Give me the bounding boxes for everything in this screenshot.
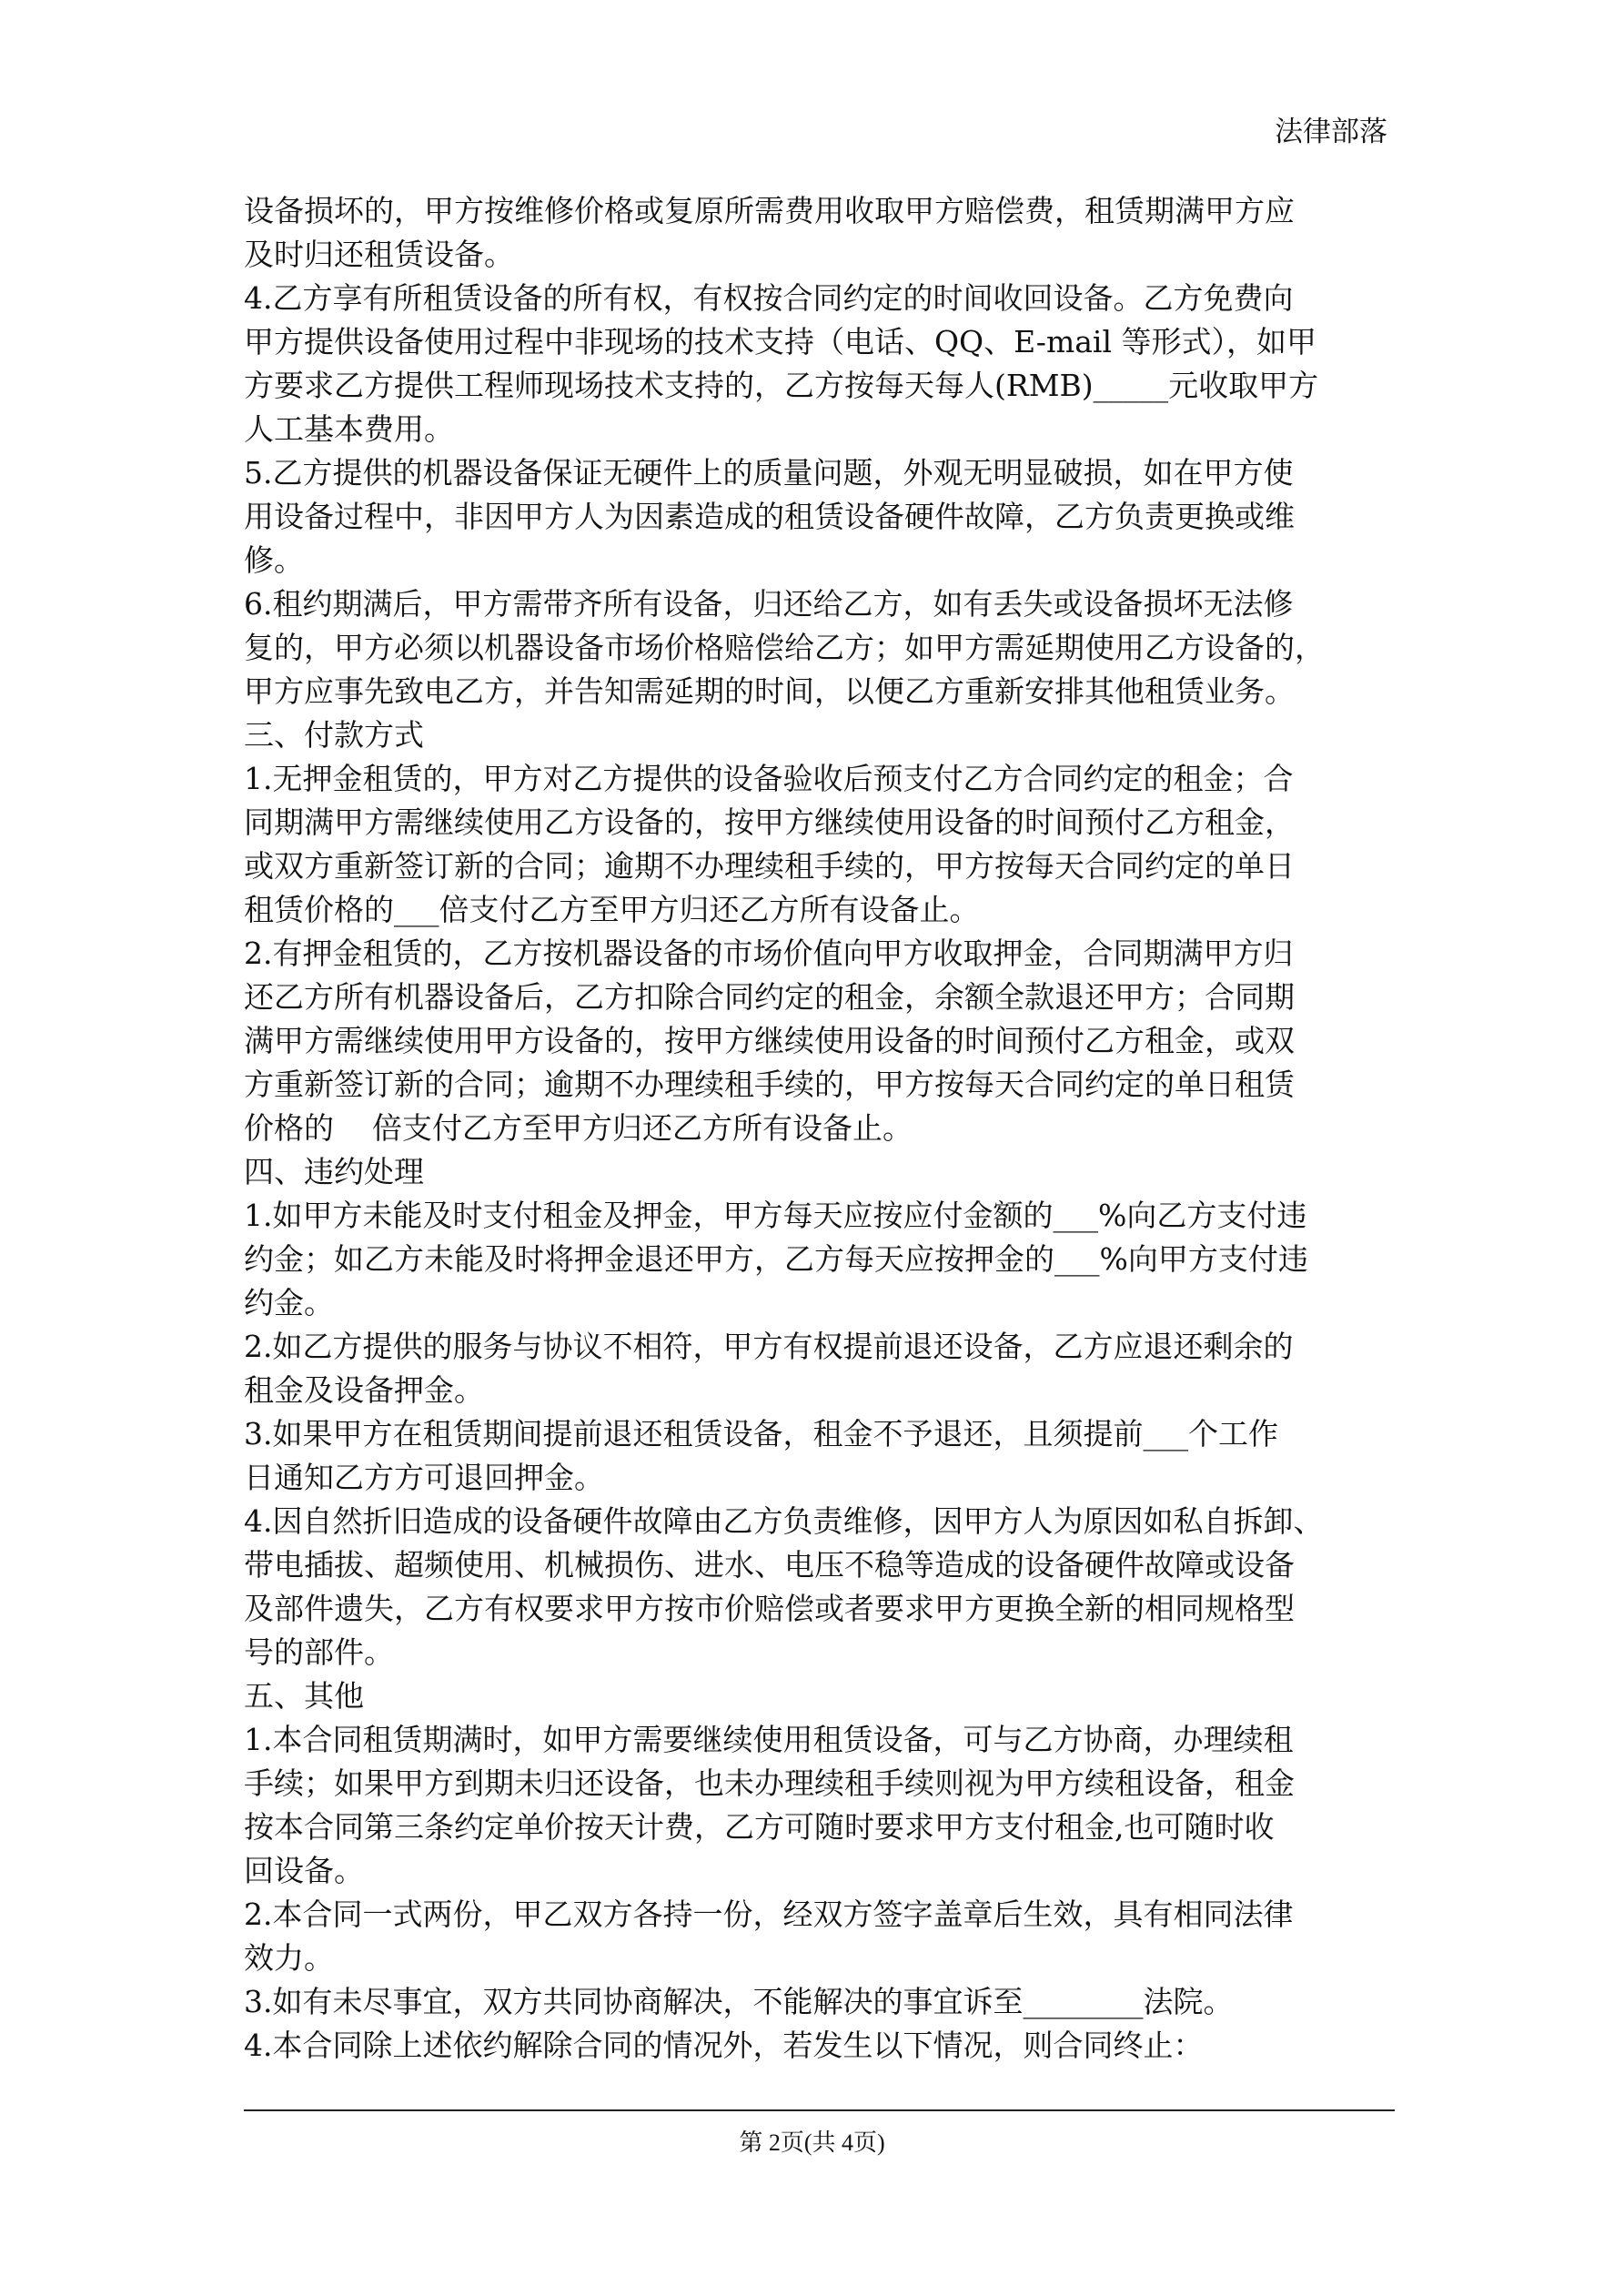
text-line: 1.本合同租赁期满时，如甲方需要继续使用租赁设备，可与乙方协商，办理续租 xyxy=(244,1722,1294,1757)
text-line: 3.如有未尽事宜，双方共同协商解决，不能解决的事宜诉至________法院。 xyxy=(244,1984,1234,2019)
text-line: 4.因自然折旧造成的设备硬件故障由乙方负责维修，因甲方人为原因如私自拆卸、 xyxy=(244,1503,1324,1539)
text-line: 日通知乙方方可退回押金。 xyxy=(244,1460,604,1495)
text-line: 复的，甲方必须以机器设备市场价格赔偿给乙方；如甲方需延期使用乙方设备的， xyxy=(244,630,1325,665)
text-line: 甲方应事先致电乙方，并告知需延期的时间，以便乙方重新安排其他租赁业务。 xyxy=(244,673,1295,709)
text-line: 效力。 xyxy=(244,1940,334,1976)
contract-body xyxy=(244,189,1395,2068)
text-line: 回设备。 xyxy=(244,1853,364,1888)
text-line: 约金。 xyxy=(244,1285,334,1320)
text-line: 设备损坏的，甲方按维修价格或复原所需费用收取甲方赔偿费，租赁期满甲方应 xyxy=(244,193,1295,228)
text-line: 5.乙方提供的机器设备保证无硬件上的质量问题，外观无明显破损，如在甲方使 xyxy=(244,455,1294,491)
text-line: 用设备过程中，非因甲方人为因素造成的租赁设备硬件故障，乙方负责更换或维 xyxy=(244,499,1295,534)
page-number: 第 2页(共 4页) xyxy=(739,2129,885,2156)
text-line: 修。 xyxy=(244,542,304,578)
text-line: 2.本合同一式两份，甲乙双方各持一份，经双方签字盖章后生效，具有相同法律 xyxy=(244,1896,1294,1932)
text-line: 3.如果甲方在租赁期间提前退还租赁设备，租金不予退还，且须提前___个工作 xyxy=(244,1416,1278,1451)
text-line: 4.本合同除上述依约解除合同的情况外，若发生以下情况，则合同终止： xyxy=(244,2028,1204,2063)
text-line: 人工基本费用。 xyxy=(244,411,454,447)
text-line: 同期满甲方需继续使用乙方设备的，按甲方继续使用设备的时间预付乙方租金， xyxy=(244,804,1295,840)
text-line: 甲方提供设备使用过程中非现场的技术支持（电话、QQ、E-mail 等形式），如甲 xyxy=(244,324,1317,359)
text-line: 号的部件。 xyxy=(244,1634,394,1670)
text-line: 或双方重新签订新的合同；逾期不办理续租手续的，甲方按每天合同约定的单日 xyxy=(244,848,1295,884)
text-line: 方要求乙方提供工程师现场技术支持的，乙方按每天每人(RMB)_____元收取甲方 xyxy=(244,368,1319,403)
text-line: 带电插拔、超频使用、机械损伤、进水、电压不稳等造成的设备硬件故障或设备 xyxy=(244,1547,1295,1583)
text-line: 1.如甲方未能及时支付租金及押金，甲方每天应按应付金额的___%向乙方支付违 xyxy=(244,1198,1307,1233)
header-brand: 法律部落 xyxy=(1275,116,1387,148)
section-heading: 四、违约处理 xyxy=(244,1154,424,1189)
text-line: 方重新签订新的合同；逾期不办理续租手续的，甲方按每天合同约定的单日租赁 xyxy=(244,1067,1295,1102)
text-line: 租赁价格的___倍支付乙方至甲方归还乙方所有设备止。 xyxy=(244,892,980,927)
text-line: 4.乙方享有所租赁设备的所有权，有权按合同约定的时间收回设备。乙方免费向 xyxy=(244,280,1294,316)
text-line: 手续；如果甲方到期未归还设备，也未办理续租手续则视为甲方续租设备，租金 xyxy=(244,1765,1295,1801)
text-line: 约金；如乙方未能及时将押金退还甲方，乙方每天应按押金的___%向甲方支付违 xyxy=(244,1241,1308,1277)
text-line: 6.租约期满后，甲方需带齐所有设备，归还给乙方，如有丢失或设备损坏无法修 xyxy=(244,586,1294,622)
text-line: 1.无押金租赁的，甲方对乙方提供的设备验收后预支付乙方合同约定的租金；合 xyxy=(244,761,1294,796)
text-line: 2.如乙方提供的服务与协议不相符，甲方有权提前退还设备，乙方应退还剩余的 xyxy=(244,1329,1294,1364)
footer-divider xyxy=(244,2109,1395,2111)
text-line: 及时归还租赁设备。 xyxy=(244,237,514,272)
text-line: 租金及设备押金。 xyxy=(244,1372,484,1408)
text-line: 价格的 倍支付乙方至甲方归还乙方所有设备止。 xyxy=(244,1110,913,1146)
text-line: 满甲方需继续使用甲方设备的，按甲方继续使用设备的时间预付乙方租金，或双 xyxy=(244,1023,1295,1058)
text-line: 2.有押金租赁的，乙方按机器设备的市场价值向甲方收取押金，合同期满甲方归 xyxy=(244,936,1294,971)
text-line: 及部件遗失，乙方有权要求甲方按市价赔偿或者要求甲方更换全新的相同规格型 xyxy=(244,1591,1295,1626)
text-line: 还乙方所有机器设备后，乙方扣除合同约定的租金，余额全款退还甲方；合同期 xyxy=(244,979,1295,1015)
section-heading: 五、其他 xyxy=(244,1678,364,1714)
text-line: 按本合同第三条约定单价按天计费，乙方可随时要求甲方支付租金,也可随时收 xyxy=(244,1809,1275,1845)
section-heading: 三、付款方式 xyxy=(244,717,424,753)
